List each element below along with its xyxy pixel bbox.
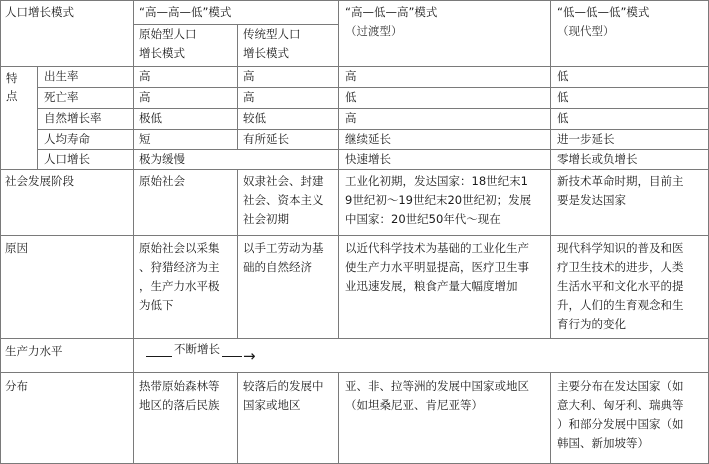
life-expectancy-modern: 进一步延长 [557, 132, 615, 146]
header-pattern: 人口增长模式 [5, 5, 74, 19]
reason-modern-line: 生活水平和文化水平的提 [557, 279, 684, 293]
row-divider [133, 24, 338, 25]
natural-growth-primitive: 极低 [139, 111, 162, 125]
reason-modern-line: 升，人们的生育观念和生 [557, 298, 684, 312]
natural-growth-traditional: 较低 [243, 111, 266, 125]
birth-rate-traditional: 高 [243, 69, 255, 83]
distribution-traditional-line: 国家或地区 [243, 398, 301, 412]
distribution-transitional-line: 亚、非、拉等洲的发展中国家或地区 [345, 379, 529, 393]
reason-traditional-line: 础的自然经济 [243, 260, 312, 274]
column-divider [338, 372, 339, 464]
reason-modern-line: 疗卫生技术的进步，人类 [557, 260, 684, 274]
row-divider [0, 338, 709, 339]
feature-name-life-expectancy: 人均寿命 [44, 132, 90, 146]
productivity-text: 不断增长 [174, 342, 220, 356]
stage-transitional-line: 9世纪初～19世纪末20世纪初；发展 [345, 193, 532, 207]
row-divider [0, 235, 709, 236]
distribution-transitional-line: （如坦桑尼亚、肯尼亚等） [345, 398, 483, 412]
features-label-2: 点 [6, 89, 18, 103]
header-high-high-low: “高—高—低”模式 [139, 5, 232, 19]
column-divider [133, 0, 134, 464]
stage-transitional-line: 工业化初期，发达国家：18世纪末1 [345, 174, 528, 188]
row-divider [0, 372, 709, 373]
column-divider [550, 372, 551, 464]
feature-name-birth-rate: 出生率 [44, 69, 79, 83]
header-traditional-line2: 增长模式 [243, 46, 289, 60]
distribution-modern-line: 主要分布在发达国家（如 [557, 379, 684, 393]
feature-name-population-growth: 人口增长 [44, 152, 90, 166]
header-transitional-sub: （过渡型） [345, 24, 403, 38]
distribution-primitive-line: 热带原始森林等 [139, 379, 220, 393]
features-label-1: 特 [6, 71, 18, 85]
reason-modern-line: 现代科学知识的普及和医 [557, 241, 684, 255]
death-rate-modern: 低 [557, 90, 569, 104]
reason-primitive-line: 为低下 [139, 298, 174, 312]
column-divider [37, 66, 38, 169]
stage-transitional-line: 中国家：20世纪50年代～现在 [345, 212, 501, 226]
life-expectancy-primitive: 短 [139, 132, 151, 146]
birth-rate-transitional: 高 [345, 69, 357, 83]
stage-traditional-line: 社会、资本主义 [243, 193, 324, 207]
header-low-low-low: “低—低—低”模式 [557, 5, 650, 19]
distribution-label: 分布 [5, 379, 28, 393]
stage-primitive: 原始社会 [139, 174, 185, 188]
death-rate-transitional: 低 [345, 90, 357, 104]
productivity-arrow-icon: → [243, 347, 256, 365]
reason-primitive-line: ，生产力水平极 [139, 279, 220, 293]
column-divider [237, 169, 238, 338]
table-border-top [0, 0, 709, 1]
stage-traditional-line: 社会初期 [243, 212, 289, 226]
reason-primitive-line: 原始社会以采集 [139, 241, 220, 255]
distribution-primitive-line: 地区的落后民族 [139, 398, 220, 412]
distribution-traditional-line: 较落后的发展中 [243, 379, 324, 393]
stage-traditional-line: 奴隶社会、封建 [243, 174, 324, 188]
feature-name-death-rate: 死亡率 [44, 90, 79, 104]
table-border-left [0, 0, 1, 464]
stage-modern-line: 新技术革命时期，目前主 [557, 174, 684, 188]
reason-transitional-line: 以近代科学技术为基础的工业化生产 [345, 241, 529, 255]
header-traditional-line1: 传统型人口 [243, 27, 301, 41]
row-divider [0, 169, 709, 170]
natural-growth-transitional: 高 [345, 111, 357, 125]
population-growth-transitional: 快速增长 [345, 152, 391, 166]
birth-rate-primitive: 高 [139, 69, 151, 83]
column-divider [550, 0, 551, 338]
row-divider [0, 66, 709, 67]
column-divider [338, 0, 339, 338]
natural-growth-modern: 低 [557, 111, 569, 125]
reason-modern-line: 育行为的变化 [557, 317, 626, 331]
reason-label: 原因 [5, 241, 28, 255]
distribution-modern-line: 韩国、新加坡等） [557, 436, 649, 450]
life-expectancy-traditional: 有所延长 [243, 132, 289, 146]
header-high-low-high: “高—低—高”模式 [345, 5, 438, 19]
column-divider [237, 24, 238, 149]
stage-label: 社会发展阶段 [5, 174, 74, 188]
feature-name-natural-growth: 自然增长率 [44, 111, 102, 125]
distribution-modern-line: ）和部分发展中国家（如 [557, 417, 684, 431]
death-rate-primitive: 高 [139, 90, 151, 104]
stage-modern-line: 要是发达国家 [557, 193, 626, 207]
row-divider [37, 149, 709, 150]
death-rate-traditional: 高 [243, 90, 255, 104]
reason-primitive-line: 、狩猎经济为主 [139, 260, 220, 274]
birth-rate-modern: 低 [557, 69, 569, 83]
life-expectancy-transitional: 继续延长 [345, 132, 391, 146]
reason-transitional-line: 使生产力水平明显提高，医疗卫生事 [345, 260, 529, 274]
population-growth-primitive-traditional: 极为缓慢 [139, 152, 185, 166]
row-divider [37, 108, 709, 109]
header-modern-sub: （现代型） [557, 24, 615, 38]
population-growth-modern: 零增长或负增长 [557, 152, 638, 166]
productivity-label: 生产力水平 [5, 344, 63, 358]
row-divider [37, 87, 709, 88]
distribution-modern-line: 意大利、匈牙利、瑞典等 [557, 398, 684, 412]
header-primitive-line1: 原始型人口 [139, 27, 197, 41]
header-primitive-line2: 增长模式 [139, 46, 185, 60]
reason-traditional-line: 以手工劳动为基 [243, 241, 324, 255]
column-divider [237, 372, 238, 464]
reason-transitional-line: 业迅速发展，粮食产量大幅度增加 [345, 279, 518, 293]
row-divider [37, 129, 709, 130]
